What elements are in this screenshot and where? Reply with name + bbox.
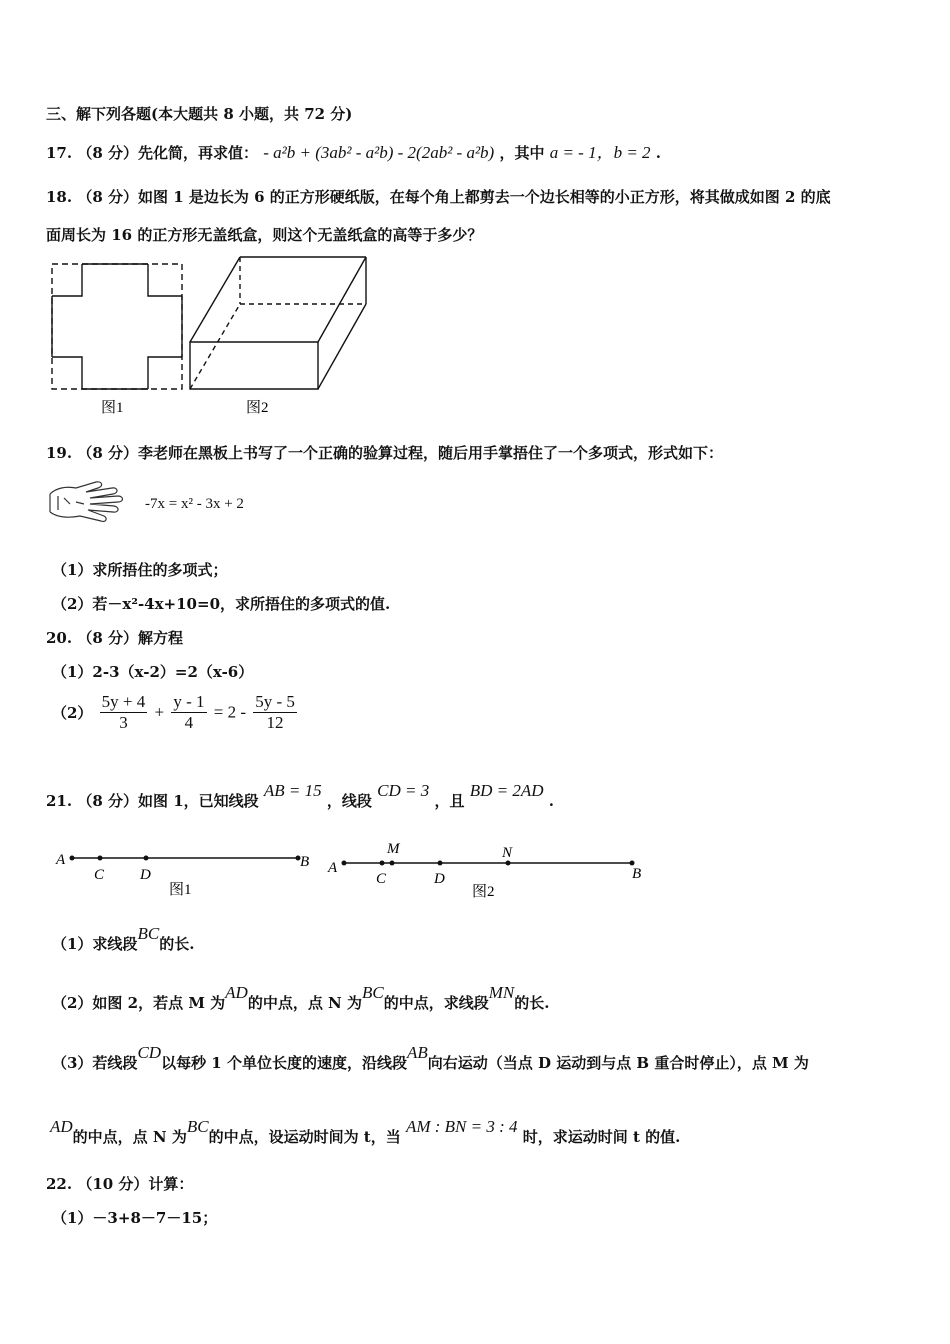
q17-end: . [655,144,662,162]
q21-mid2: ，且 [434,792,465,810]
figure-2-label: 图2 [246,400,269,416]
q21-part3-line2 [50,1117,681,1147]
q21-part3-text-a: （3）若线段 [52,1054,138,1072]
fig2-point-m: M [387,841,400,857]
q21-mid1: ，线段 [326,792,372,810]
fig2-label: 图2 [472,884,495,900]
fig1-point-b: B [300,854,310,870]
q21-part2-text-d: 的长. [514,994,550,1012]
q21-part2 [52,983,550,1013]
q21-part3-text-f: 时，求运动时间 t 的值. [522,1128,681,1146]
q21-part1-segment: BC [137,924,160,943]
fig1-point-d: D [140,867,151,883]
fig1-point-c: C [94,867,105,883]
question-17 [46,138,661,163]
q21-part3-text-c: 向右运动（当点 D 运动到与点 B 重合时停止），点 M 为 [427,1054,809,1072]
q21-figures [50,836,660,902]
q20-part2 [52,692,299,733]
q20-part2-label: （2） [52,704,93,722]
figure-1-cardboard [52,264,182,389]
figure-1-label: 图1 [101,400,124,416]
q20-plus: + [154,702,165,722]
q18-line2: 面周长为 16 的正方形无盖纸盒，则这个无盖纸盒的高等于多少？ [46,226,483,244]
question-21 [46,781,554,811]
q19-part2: （2）若－x²-4x+10=0，求所捂住的多项式的值. [52,595,391,613]
q21-part3-text-d: 的中点，点 N 为 [72,1128,187,1146]
q21-figure-2 [327,841,641,900]
q22-prompt: 22. （10 分）计算： [46,1175,194,1193]
q20-frac1-denominator: 3 [119,713,128,732]
q20-part1: （1）2-3（x-2）=2（x-6） [52,663,254,681]
q21-part3-line1 [52,1043,809,1073]
q20-frac3-numerator: 5y - 5 [255,692,295,711]
q19-prompt: 19. （8 分）李老师在黑板上书写了一个正确的验算过程，随后用手掌捂住了一个多项式，形式如下： [46,444,723,462]
q20-frac3-denominator: 12 [266,713,284,732]
q21-part3-text-e: 的中点，设运动时间为 t，当 [208,1128,401,1146]
q21-part2-text-a: （2）如图 2，若点 M 为 [52,994,226,1012]
q20-fraction-1 [100,692,148,733]
q18-line1: 18. （8 分）如图 1 是边长为 6 的正方形硬纸版，在每个角上都剪去一个边长相等的小正方形，将其做成如图 2 的底 [46,188,831,206]
q20-fraction-3 [253,692,297,733]
q21-cd: CD = 3 [377,781,430,800]
q21-part3-segment-3: AD [50,1117,73,1136]
q21-part2-text-c: 的中点，求线段 [383,994,489,1012]
q17-expression: - a²b + (3ab² - a²b) - 2(2ab² - a²b) [263,143,495,162]
fig1-label: 图1 [169,882,192,898]
q17-suffix: ，其中 [499,144,545,162]
q21-part3-segment-2: AB [406,1043,428,1062]
fig2-point-d: D [434,871,445,887]
q22-part1: （1）－3+8－7－15； [52,1209,218,1227]
q20-fraction-2 [171,692,206,733]
q21-bd: BD = 2AD [469,781,544,800]
q21-part2-segment-3: MN [488,983,515,1002]
q20-equals: = 2 - [213,702,246,722]
q20-frac1-numerator: 5y + 4 [101,692,146,711]
q21-ab: AB = 15 [263,781,322,800]
hand-icon [46,474,128,530]
q19-part1: （1）求所捂住的多项式； [52,561,228,579]
q21-part3-segment-1: CD [137,1043,162,1062]
q20-prompt: 20. （8 分）解方程 [46,629,183,647]
q20-frac2-numerator: y - 1 [173,692,205,711]
fig2-point-b: B [632,866,642,882]
q21-part1-text-a: （1）求线段 [52,935,138,953]
q17-values: a = - 1，b = 2 [549,143,651,162]
q21-part3-ratio: AM : BN = 3 : 4 [405,1117,518,1136]
fig2-point-c: C [376,871,387,887]
q21-end: . [548,792,554,810]
fig2-point-n: N [502,845,513,861]
q21-prefix: 21. （8 分）如图 1，已知线段 [46,792,259,810]
q21-figure-1 [55,852,309,898]
q18-figures [40,252,380,420]
section-heading: 三、解下列各题(本大题共 8 小题，共 72 分) [46,105,353,123]
q21-part1-text-b: 的长. [159,935,195,953]
q21-part1 [52,924,195,954]
q20-frac2-denominator: 4 [184,713,194,732]
q21-part3-text-b: 以每秒 1 个单位长度的速度，沿线段 [161,1054,407,1072]
q17-prefix: 17. （8 分）先化简，再求值： [46,144,258,162]
q21-part2-text-b: 的中点，点 N 为 [247,994,362,1012]
fig1-point-a: A [56,852,66,868]
fig2-point-a: A [328,860,338,876]
q19-board-expression: -7x = x² - 3x + 2 [145,496,244,512]
figure-2-box [190,257,366,389]
q21-part2-segment-1: AD [225,983,248,1002]
q21-part3-segment-4: BC [186,1117,209,1136]
q21-part2-segment-2: BC [361,983,384,1002]
